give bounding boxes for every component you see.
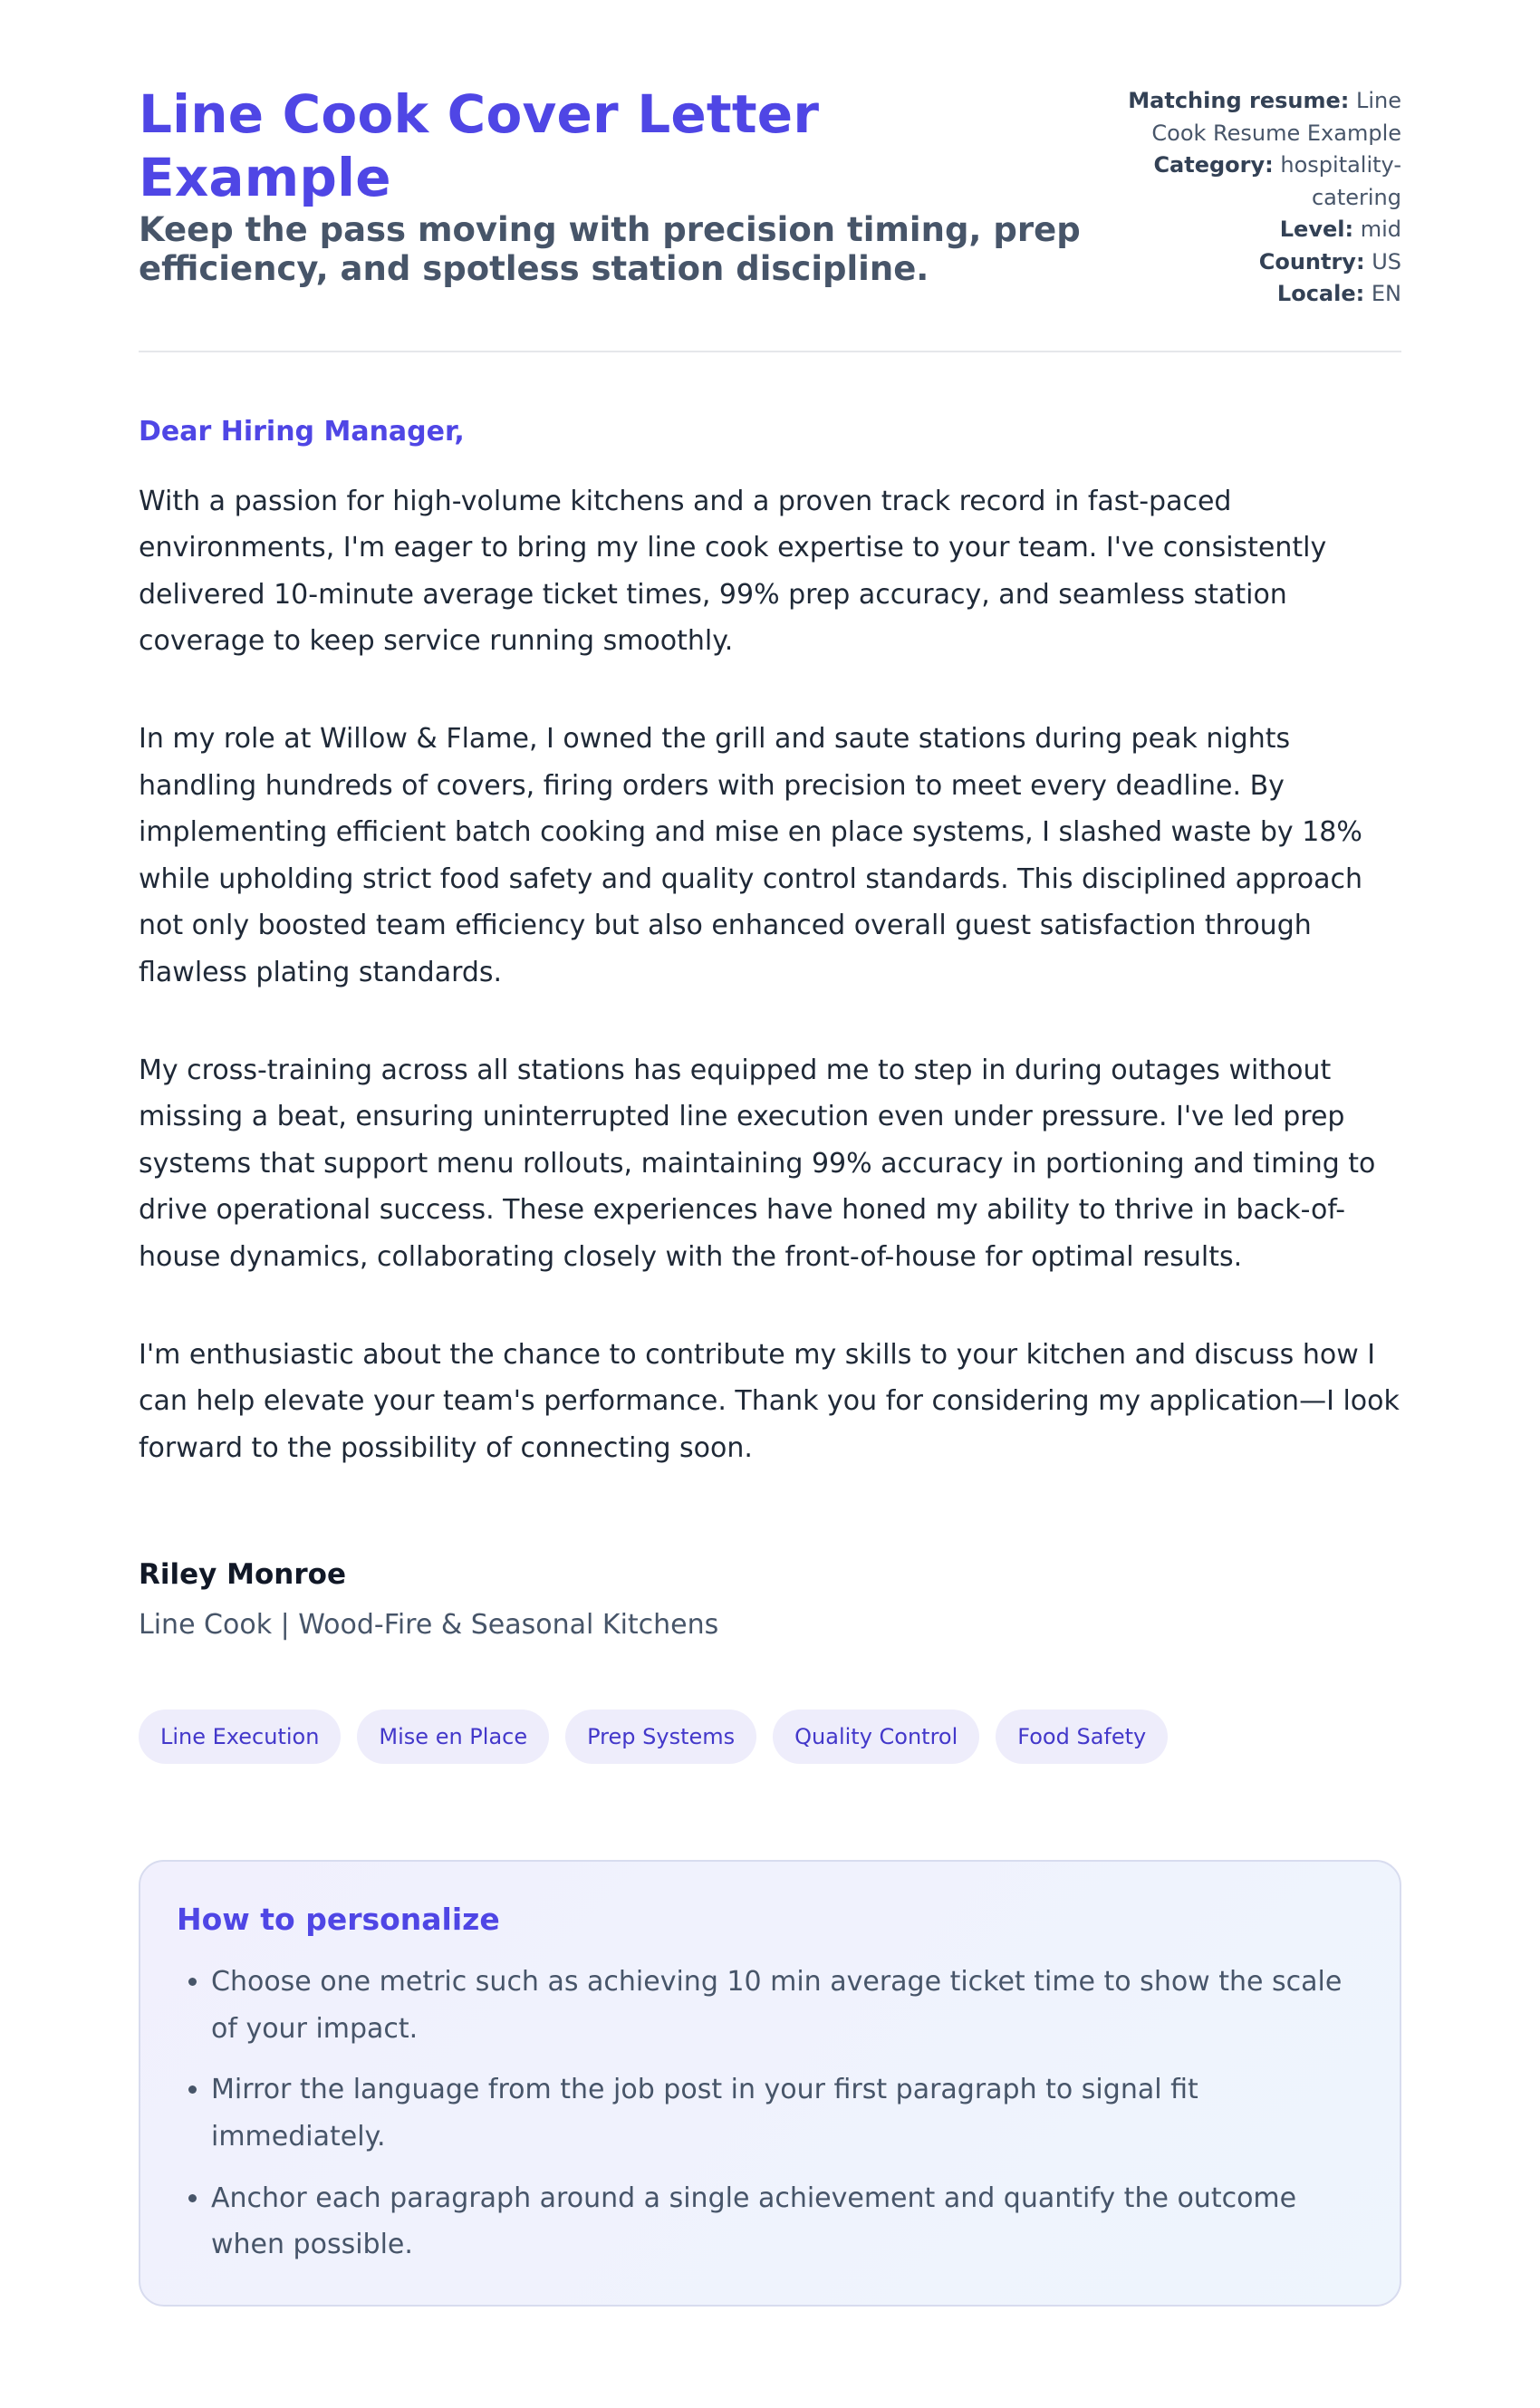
signature-block [139, 1558, 1401, 1641]
tips-list [177, 1959, 1363, 2268]
letter-paragraph: I'm enthusiastic about the chance to contribute my skills to your kitchen and discuss how I can help elevate your team's performance. Thank you for considering my application—I look forward to the possibility of connecting soon. [139, 1338, 1400, 1464]
letter-paragraph: With a passion for high-volume kitchens and a proven track record in fast-paced environments, I'm eager to bring my line cook expertise to your team. I've consistently delivered 10-minute average ticket times, 99% prep accuracy, and seamless station coverage to keep service running smoothly. [139, 485, 1327, 658]
personalize-tips-box [139, 1860, 1401, 2307]
letter-paragraph: In my role at Willow & Flame, I owned the grill and saute stations during peak nights handling hundreds of covers, firing orders with precision to meet every deadline. By implementing efficient batch cooking and mise en place systems, I slashed waste by 18% while upholding strict food safety and quality control standards. This disciplined approach not only boosted team efficiency but also enhanced overall guest satisfaction through flawless plating standards. [139, 722, 1362, 988]
meta-value: mid [1360, 217, 1401, 243]
meta-value: hospitality-catering [1280, 152, 1401, 210]
skill-tags [139, 1710, 1401, 1764]
skill-tag: Quality Control [773, 1710, 979, 1764]
skill-tag: Mise en Place [357, 1710, 549, 1764]
letter-greeting: Dear Hiring Manager, [139, 415, 465, 448]
tip-item: • Mirror the language from the job post in your first paragraph to signal fit immediately. [211, 2066, 1363, 2160]
title-block [139, 83, 1081, 288]
letter-paragraph: My cross-training across all stations has equipped me to step in during outages without missing a beat, ensuring uninterrupted line execution even under pressure. I've led prep systems that support menu rollouts, maintaining 99% accuracy in portioning and timing to drive operational success. These experiences have honed my ability to thrive in back-of-house dynamics, collaborating closely with the front-of-house for optimal results. [139, 1054, 1376, 1273]
letter-body [139, 416, 1401, 1472]
meta-item-country [1102, 246, 1401, 279]
meta-label: Locale: [1276, 281, 1365, 307]
skill-tag: Food Safety [996, 1710, 1168, 1764]
page-subtitle: Keep the pass moving with precision timing, prep efficiency, and spotless station discipline. [139, 210, 1081, 288]
meta-label: Level: [1279, 217, 1354, 243]
signature-name: Riley Monroe [139, 1558, 346, 1592]
page-title: Line Cook Cover Letter Example [139, 83, 820, 208]
meta-item-locale [1102, 278, 1401, 311]
meta-item-category [1102, 149, 1401, 214]
signature-role: Line Cook | Wood-Fire & Seasonal Kitchens [139, 1609, 719, 1642]
meta-value: EN [1371, 281, 1401, 307]
skill-tag: Line Execution [139, 1710, 341, 1764]
tips-title: How to personalize [177, 1902, 500, 1938]
meta-value: Line Cook Resume Example [1151, 88, 1401, 146]
tip-item: • Choose one metric such as achieving 10 min average ticket time to show the scale of your impact. [211, 1959, 1363, 2052]
meta-value: US [1372, 248, 1401, 275]
tip-item: • Anchor each paragraph around a single achievement and quantify the outcome when possible. [211, 2175, 1363, 2268]
meta-item-level [1102, 214, 1401, 246]
skill-tag: Prep Systems [565, 1710, 756, 1764]
meta-panel [1102, 83, 1401, 311]
meta-label: Category: [1153, 152, 1274, 178]
meta-label: Matching resume: [1128, 88, 1350, 113]
meta-item-matching-resume [1102, 85, 1401, 149]
meta-label: Country: [1258, 248, 1365, 275]
page-header [139, 0, 1401, 352]
